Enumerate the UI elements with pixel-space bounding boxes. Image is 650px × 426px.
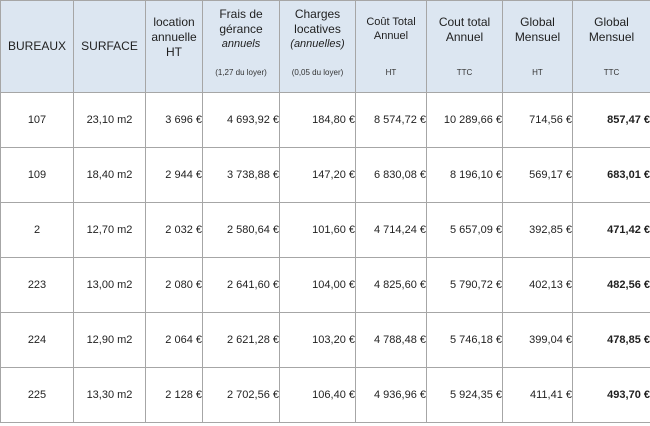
- cell-cout-total-ttc[interactable]: 5 657,09 €: [427, 203, 503, 258]
- table-row: [1, 368, 650, 423]
- cell-charges[interactable]: 101,60 €: [280, 203, 356, 258]
- cell-global-mensuel-ht[interactable]: 402,13 €: [503, 258, 573, 313]
- cell-global-mensuel-ttc[interactable]: 857,47 €: [573, 93, 650, 148]
- cell-global-mensuel-ttc[interactable]: 482,56 €: [573, 258, 650, 313]
- cell-charges[interactable]: 103,20 €: [280, 313, 356, 368]
- header-cout-total-ht-note: HT: [385, 68, 397, 77]
- cell-cout-total-ttc[interactable]: 10 289,66 €: [427, 93, 503, 148]
- cell-frais-gerance[interactable]: 2 580,64 €: [203, 203, 280, 258]
- cell-bureau[interactable]: 2: [1, 203, 74, 258]
- cell-global-mensuel-ht[interactable]: 399,04 €: [503, 313, 573, 368]
- cell-frais-gerance[interactable]: 2 641,60 €: [203, 258, 280, 313]
- cell-charges[interactable]: 104,00 €: [280, 258, 356, 313]
- cell-cout-total-ttc[interactable]: 5 790,72 €: [427, 258, 503, 313]
- cell-location[interactable]: 2 080 €: [146, 258, 203, 313]
- cell-cout-total-ht[interactable]: 4 936,96 €: [356, 368, 427, 423]
- cell-bureau[interactable]: 223: [1, 258, 74, 313]
- cell-bureau[interactable]: 225: [1, 368, 74, 423]
- cell-location[interactable]: 2 064 €: [146, 313, 203, 368]
- header-cout-total-ht-label: Coût Total Annuel: [366, 16, 416, 42]
- table-row: [1, 148, 650, 203]
- header-global-mensuel-ht-note: HT: [532, 68, 543, 77]
- cell-bureau[interactable]: 107: [1, 93, 74, 148]
- cell-frais-gerance[interactable]: 2 702,56 €: [203, 368, 280, 423]
- cell-cout-total-ttc[interactable]: 8 196,10 €: [427, 148, 503, 203]
- cell-global-mensuel-ttc[interactable]: 493,70 €: [573, 368, 650, 423]
- header-frais-gerance[interactable]: [203, 1, 280, 93]
- cell-frais-gerance[interactable]: 2 621,28 €: [203, 313, 280, 368]
- cell-surface[interactable]: 12,70 m2: [74, 203, 146, 258]
- header-location-annuelle[interactable]: [146, 1, 203, 93]
- table-row: [1, 313, 650, 368]
- cell-location[interactable]: 2 944 €: [146, 148, 203, 203]
- header-frais-gerance-note: (1,27 du loyer): [215, 68, 267, 77]
- cell-global-mensuel-ttc[interactable]: 478,85 €: [573, 313, 650, 368]
- cell-cout-total-ht[interactable]: 4 714,24 €: [356, 203, 427, 258]
- header-location-annuelle-label: location annuelle HT: [151, 15, 197, 59]
- header-charges-locatives-label: Charges locatives: [294, 7, 341, 36]
- header-frais-gerance-sub: annuels: [221, 38, 261, 50]
- cell-cout-total-ht[interactable]: 6 830,08 €: [356, 148, 427, 203]
- cell-surface[interactable]: 13,00 m2: [74, 258, 146, 313]
- cell-location[interactable]: 2 032 €: [146, 203, 203, 258]
- cell-bureau[interactable]: 109: [1, 148, 74, 203]
- header-charges-locatives[interactable]: [280, 1, 356, 93]
- table-row: [1, 93, 650, 148]
- cell-global-mensuel-ttc[interactable]: 471,42 €: [573, 203, 650, 258]
- cell-global-mensuel-ttc[interactable]: 683,01 €: [573, 148, 650, 203]
- cell-cout-total-ht[interactable]: 4 788,48 €: [356, 313, 427, 368]
- cell-bureau[interactable]: 224: [1, 313, 74, 368]
- cell-surface[interactable]: 13,30 m2: [74, 368, 146, 423]
- header-global-mensuel-ttc-label: Global Mensuel: [588, 15, 635, 44]
- cell-global-mensuel-ht[interactable]: 411,41 €: [503, 368, 573, 423]
- cell-charges[interactable]: 106,40 €: [280, 368, 356, 423]
- cell-charges[interactable]: 147,20 €: [280, 148, 356, 203]
- header-global-mensuel-ht-label: Global Mensuel: [514, 15, 561, 44]
- header-cout-total-ht[interactable]: [356, 1, 427, 93]
- header-bureaux[interactable]: [1, 1, 74, 93]
- header-row: [1, 1, 650, 93]
- cell-surface[interactable]: 18,40 m2: [74, 148, 146, 203]
- header-frais-gerance-label: Frais de gérance: [219, 7, 263, 36]
- cell-charges[interactable]: 184,80 €: [280, 93, 356, 148]
- cell-surface[interactable]: 12,90 m2: [74, 313, 146, 368]
- cell-frais-gerance[interactable]: 4 693,92 €: [203, 93, 280, 148]
- cell-surface[interactable]: 23,10 m2: [74, 93, 146, 148]
- cell-frais-gerance[interactable]: 3 738,88 €: [203, 148, 280, 203]
- table-row: [1, 203, 650, 258]
- cell-location[interactable]: 3 696 €: [146, 93, 203, 148]
- header-global-mensuel-ttc[interactable]: [573, 1, 650, 93]
- header-charges-locatives-sub: (annuelles): [290, 38, 345, 50]
- cell-cout-total-ht[interactable]: 4 825,60 €: [356, 258, 427, 313]
- header-surface-label: SURFACE: [81, 39, 138, 53]
- header-charges-locatives-note: (0,05 du loyer): [291, 68, 344, 77]
- header-bureaux-label: BUREAUX: [7, 39, 66, 53]
- cell-cout-total-ht[interactable]: 8 574,72 €: [356, 93, 427, 148]
- table-row: [1, 258, 650, 313]
- header-global-mensuel-ht[interactable]: [503, 1, 573, 93]
- header-cout-total-ttc-note: TTC: [456, 68, 473, 77]
- header-cout-total-ttc-label: Cout total Annuel: [438, 15, 491, 44]
- cell-cout-total-ttc[interactable]: 5 924,35 €: [427, 368, 503, 423]
- header-global-mensuel-ttc-note: TTC: [603, 68, 620, 77]
- cell-global-mensuel-ht[interactable]: 569,17 €: [503, 148, 573, 203]
- cell-cout-total-ttc[interactable]: 5 746,18 €: [427, 313, 503, 368]
- cell-location[interactable]: 2 128 €: [146, 368, 203, 423]
- cell-global-mensuel-ht[interactable]: 392,85 €: [503, 203, 573, 258]
- cell-global-mensuel-ht[interactable]: 714,56 €: [503, 93, 573, 148]
- header-surface[interactable]: [74, 1, 146, 93]
- header-cout-total-ttc[interactable]: [427, 1, 503, 93]
